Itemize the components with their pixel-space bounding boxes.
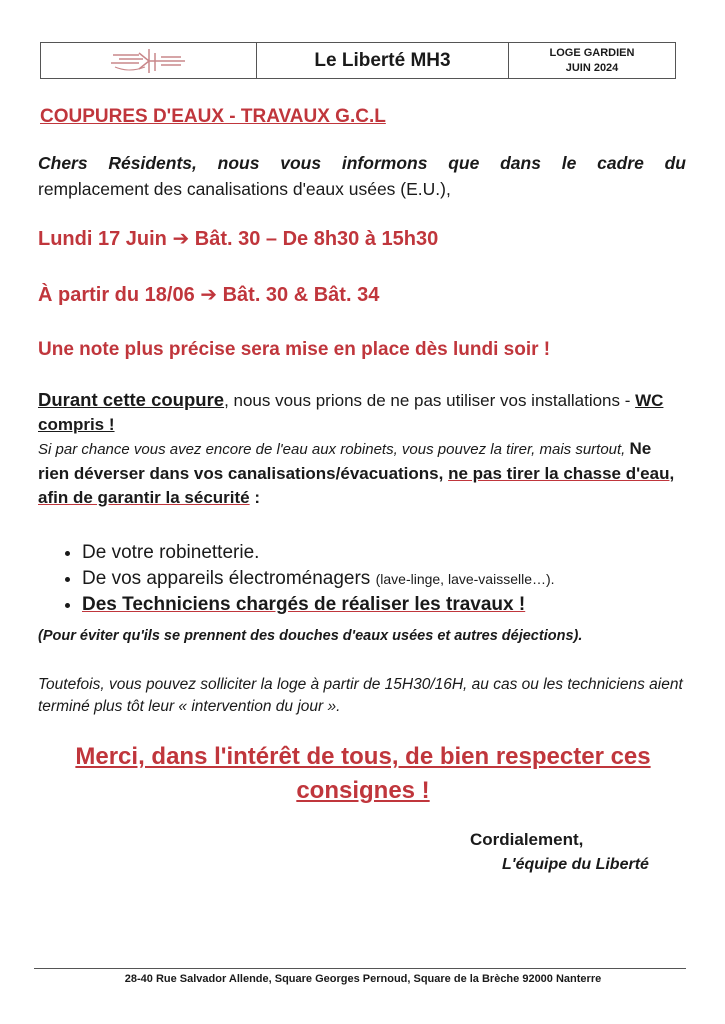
bullet-2-text: De vos appareils électroménagers [82,568,376,589]
signature: L'équipe du Liberté [502,856,649,873]
logo-icon [109,45,189,77]
merci-message: Merci, dans l'intérêt de tous, de bien respecter ces consignes ! [75,743,651,804]
header-table [40,42,676,79]
bullet-robinetterie [82,540,555,566]
intro-line1: Chers Résidents, nous vous informons que dans le cadre du [38,153,686,173]
parenthetical-note: (Pour éviter qu'ils se prennent des douches d'eaux usées et autres déjections). [38,628,583,644]
notice-title: COUPURES D'EAUX - TRAVAUX G.C.L [40,106,386,127]
logo-cell [41,43,257,78]
bullet-techniciens [82,592,555,618]
header-right [509,43,675,78]
bullet-3-text: Des Techniciens chargés de réaliser les travaux ! [82,594,526,615]
intro-paragraph [38,150,686,202]
coupure-bold2: ne pas tirer la chasse d'eau [448,464,670,483]
toutefois-paragraph: Toutefois, vous pouvez solliciter la loge à partir de 15H30/16H, au cas ou les techniciens aient terminé plus tôt leur « intervention du jour ». [38,676,683,715]
footer-divider [34,968,686,969]
intro-line2: remplacement des canalisations d'eaux usées (E.U.), [38,179,451,199]
schedule-line-1: Lundi 17 Juin ➔ Bât. 30 – De 8h30 à 15h30 [38,228,439,250]
coupure-italic: Si par chance vous avez encore de l'eau aux robinets, vous pouvez la tirer, mais surtout, [38,441,630,458]
header-date: JUIN 2024 [565,61,619,74]
note-line: Une note plus précise sera mise en place dès lundi soir ! [38,339,551,360]
coupure-lead: Durant cette coupure [38,389,225,410]
coupure-bold3: , afin de garantir la sécurité [38,464,675,507]
bullet-2-small: (lave-linge, lave-vaisselle…). [375,571,555,587]
footer-address: 28-40 Rue Salvador Allende, Square Georges Pernoud, Square de la Brèche 92000 Nanterre [124,973,602,985]
bullet-appareils [82,566,555,592]
coupure-paragraph [38,388,686,510]
coupure-colon: : [249,488,261,507]
wc-compris: WC compris ! [38,391,664,434]
bullet-1-text: De votre robinetterie. [82,542,260,563]
schedule-line-2: À partir du 18/06 ➔ Bât. 30 & Bât. 34 [38,284,380,306]
coupure-text: , nous vous prions de ne pas utiliser vos installations - [224,391,636,410]
header-loge: LOGE GARDIEN [549,46,635,59]
coupure-bold1: Ne rien déverser dans vos canalisations/évacuations, [38,439,652,483]
closing-text: Cordialement, [470,830,584,849]
header-title: Le Liberté MH3 [257,43,509,78]
bullet-list [58,540,555,618]
